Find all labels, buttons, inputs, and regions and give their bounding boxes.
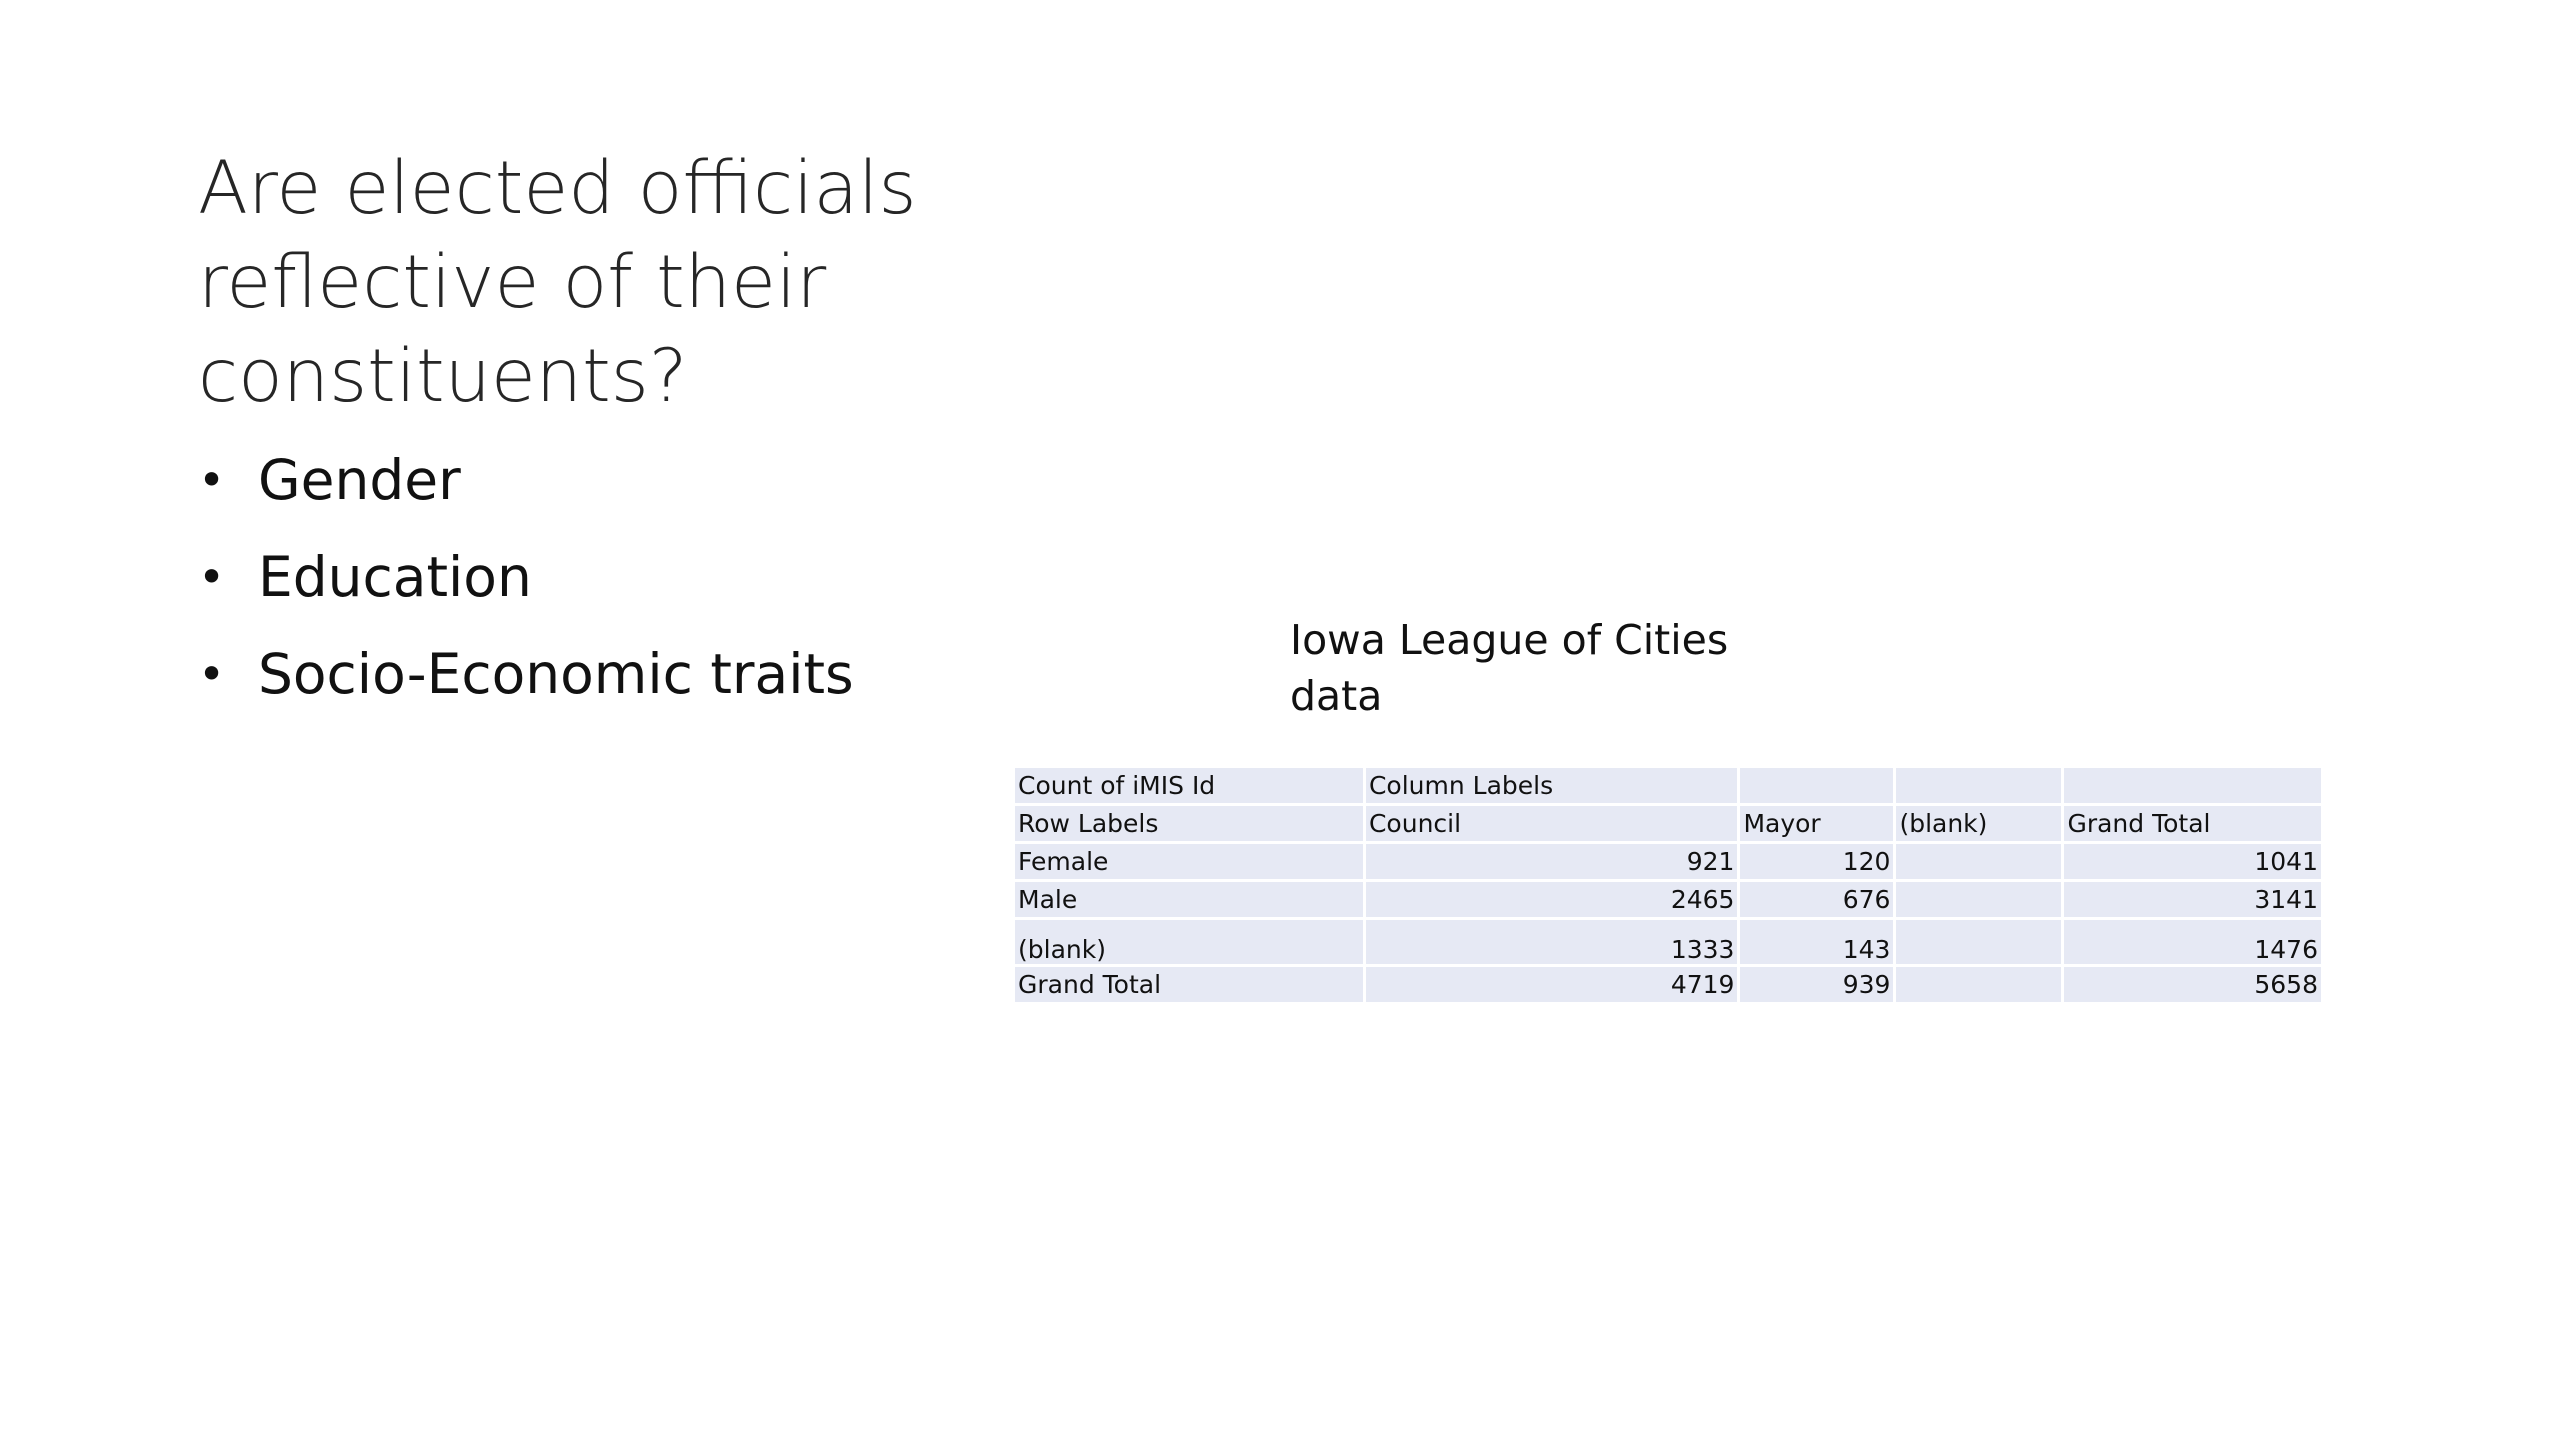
- pivot-cell-grand-total: 3141: [2064, 882, 2321, 917]
- pivot-table: [1012, 765, 2324, 1005]
- table-row: [1015, 844, 2321, 879]
- pivot-row-label: Male: [1015, 882, 1363, 917]
- pivot-cell-mayor: 143: [1740, 920, 1893, 964]
- bullet-dot-icon: •: [198, 453, 226, 507]
- pivot-empty-cell: [2064, 768, 2321, 803]
- pivot-column-labels-header: Column Labels: [1366, 768, 1737, 803]
- pivot-cell-grand-total: 1476: [2064, 920, 2321, 964]
- bullet-item-education: [198, 537, 854, 634]
- table-caption: Iowa League of Cities data: [1290, 616, 1729, 720]
- pivot-column-row: [1015, 806, 2321, 841]
- pivot-cell-blank: [1896, 882, 2061, 917]
- bullet-list: [198, 440, 854, 731]
- pivot-cell-mayor: 120: [1740, 844, 1893, 879]
- pivot-header-row: [1015, 768, 2321, 803]
- bullet-item-gender: [198, 440, 854, 537]
- table-row: [1015, 882, 2321, 917]
- pivot-cell-council: 1333: [1366, 920, 1737, 964]
- pivot-column-header: Council: [1366, 806, 1737, 841]
- pivot-cell-blank: [1896, 844, 2061, 879]
- pivot-cell-blank: [1896, 920, 2061, 964]
- pivot-cell-council: 2465: [1366, 882, 1737, 917]
- bullet-text: Education: [258, 545, 532, 609]
- pivot-column-header: Grand Total: [2064, 806, 2321, 841]
- pivot-empty-cell: [1740, 768, 1893, 803]
- bullet-dot-icon: •: [198, 647, 226, 701]
- pivot-row-label: (blank): [1015, 920, 1363, 964]
- pivot-column-header: (blank): [1896, 806, 2061, 841]
- table-row: [1015, 920, 2321, 964]
- pivot-row-label: Grand Total: [1015, 967, 1363, 1002]
- pivot-cell-grand-total: 1041: [2064, 844, 2321, 879]
- bullet-text: Gender: [258, 448, 461, 512]
- pivot-cell-mayor: 676: [1740, 882, 1893, 917]
- pivot-cell-council: 921: [1366, 844, 1737, 879]
- slide-title: Are elected officials reflective of their constituents?: [198, 146, 917, 419]
- table-row: [1015, 967, 2321, 1002]
- bullet-dot-icon: •: [198, 550, 226, 604]
- pivot-empty-cell: [1896, 768, 2061, 803]
- pivot-cell-grand-total: 5658: [2064, 967, 2321, 1002]
- pivot-corner-label: Count of iMIS Id: [1015, 768, 1363, 803]
- pivot-cell-blank: [1896, 967, 2061, 1002]
- bullet-text: Socio-Economic traits: [258, 642, 854, 706]
- pivot-cell-mayor: 939: [1740, 967, 1893, 1002]
- pivot-column-header: Mayor: [1740, 806, 1893, 841]
- pivot-cell-council: 4719: [1366, 967, 1737, 1002]
- pivot-row-label: Female: [1015, 844, 1363, 879]
- bullet-item-socio-economic: [198, 634, 854, 731]
- pivot-row-labels-header: Row Labels: [1015, 806, 1363, 841]
